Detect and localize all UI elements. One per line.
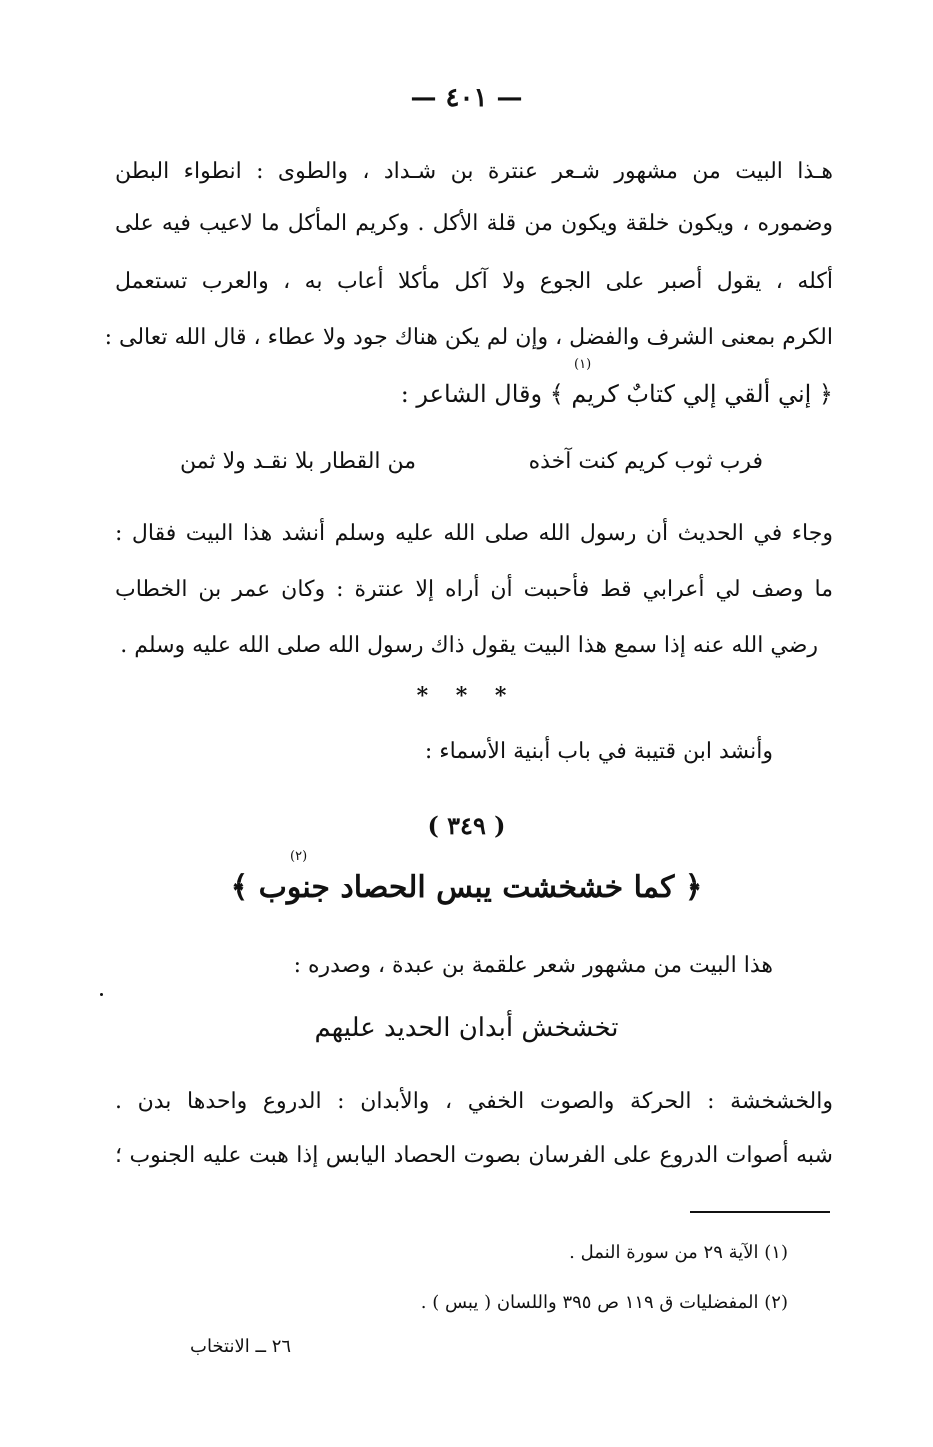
verse-first-half: فرب ثوب كريم كنت آخذه (528, 449, 763, 474)
paragraph-line: هـذا البيت من مشهور شـعر عنترة بن شـداد ، والطوى : انطواء البطن (115, 159, 833, 184)
footnote-marker: (٢) (290, 849, 308, 864)
footnote: (١) الآية ٢٩ من سورة النمل . (569, 1242, 788, 1263)
paragraph-line: رضي الله عنه إذا سمع هذا البيت يقول ذاك رسول الله صلى الله عليه وسلم . (120, 633, 818, 658)
ink-speck (100, 993, 103, 996)
paragraph-line: ما وصف لي أعرابي قط فأحببت أن أراه إلا عنترة : وكان عمر بن الخطاب (115, 577, 833, 602)
quran-quote-line: ﴿ إني ألقي إلي كتابٌ كريم ﴾ وقال الشاعر : (400, 380, 833, 408)
paragraph-line: وجاء في الحديث أن رسول الله صلى الله عليه وسلم أنشد هذا البيت فقال : (115, 521, 833, 546)
paragraph-line: أكله ، يقول أصبر على الجوع ولا آكل مأكلا أعاب به ، والعرب تستعمل (115, 269, 833, 294)
entry-number: ( ٣٤٩ ) (427, 811, 506, 840)
paragraph-line: والخشخشة : الحركة والصوت الخفي ، والأبدان : الدروع واحدها بدن . (115, 1089, 833, 1114)
page-number: — ٤٠١ — (410, 83, 523, 113)
footnote-marker: (١) (574, 357, 592, 372)
paragraph-line: هذا البيت من مشهور شعر علقمة بن عبدة ، وصدره : (293, 953, 773, 978)
main-verse: ﴿ كما خشخشت يبس الحصاد جنوب ﴾ (230, 870, 703, 905)
paragraph-line: وضموره ، ويكون خلقة ويكون من قلة الأكل . وكريم المأكل ما لاعيب فيه على (115, 211, 833, 236)
intro-line: وأنشد ابن قتيبة في باب أبنية الأسماء : (424, 739, 773, 764)
paragraph-line: الكرم بمعنى الشرف والفضل ، وإن لم يكن هناك جود ولا عطاء ، قال الله تعالى : (104, 325, 833, 350)
section-separator: * * * (416, 683, 517, 709)
first-hemistich: تخشخش أبدان الحديد عليهم (314, 1013, 619, 1043)
paragraph-line: شبه أصوات الدروع على الفرسان بصوت الحصاد اليابس إذا هبت عليه الجنوب ؛ (115, 1143, 833, 1168)
signature-mark: ٢٦ ــ الانتخاب (190, 1336, 292, 1357)
footnote-rule (690, 1211, 830, 1213)
verse-second-half: من القطار بلا نقـد ولا ثمن (180, 449, 417, 474)
footnote: (٢) المفضليات ق ١١٩ ص ٣٩٥ واللسان ( يبس ) . (420, 1292, 788, 1313)
